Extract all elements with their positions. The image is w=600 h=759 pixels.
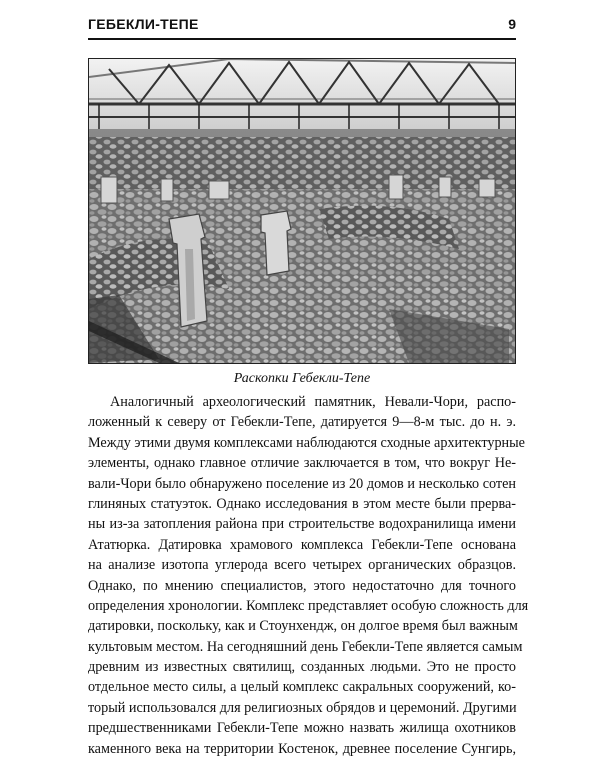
text-line: ны из-за затопления района при строительстве водохранилища имени (88, 516, 516, 533)
text-line: культовым местом. На сегодняшний день Гебекли-Тепе является самым (88, 638, 523, 655)
text-line: глиняных статуэток. Однако исследования в этом месте были прерва- (88, 495, 516, 512)
excavation-photo (88, 58, 516, 364)
header-rule (88, 38, 516, 40)
text-line: элементы, однако главное отличие заключается в том, что вокруг Не- (88, 455, 516, 472)
text-line: Аналогичный археологический памятник, Невали-Чори, распо- (110, 394, 516, 410)
text-line: предшественниками Гебекли-Тепе можно назвать жилища охотников (88, 720, 516, 737)
text-line: ложенный к северу от Гебекли-Тепе, датируется 9—8-м тыс. до н. э. (88, 414, 516, 431)
body-text (88, 392, 529, 759)
text-line: древним из известных святилищ, созданных людьми. Это не просто (88, 659, 516, 676)
text-line: Ататюрка. Датировка храмового комплекса Гебекли-Тепе основана (88, 536, 516, 553)
text-line: вали-Чори было обнаружено поселение из 20 домов и несколько сотен (88, 475, 516, 492)
text-line: Однако, по мнению специалистов, этого недостаточно для точного (88, 577, 516, 594)
text-line: каменного века на территории Костенок, древнее поселение Сунгирь, (88, 740, 516, 757)
text-line: торый использовался для религиозных обрядов и церемоний. Другими (88, 699, 517, 716)
text-line: датировки, поскольку, как и Стоунхендж, он долгое время был важным (88, 618, 518, 635)
text-line: отдельное место силы, а целый комплекс сакральных сооружений, ко- (88, 679, 516, 696)
text-line: Между этими двумя комплексами наблюдаются сходные архитектурные (88, 434, 525, 451)
running-head (88, 14, 516, 36)
text-line: на анализе изотопа углерода всего четырех органических образцов. (88, 557, 516, 574)
figure-caption: Раскопки Гебекли-Тепе (233, 371, 371, 386)
running-title: ГЕБЕКЛИ-ТЕПЕ (88, 16, 199, 32)
text-line: определения хронологии. Комплекс представляет особую сложность для (88, 597, 529, 614)
page-number: 9 (508, 16, 516, 32)
